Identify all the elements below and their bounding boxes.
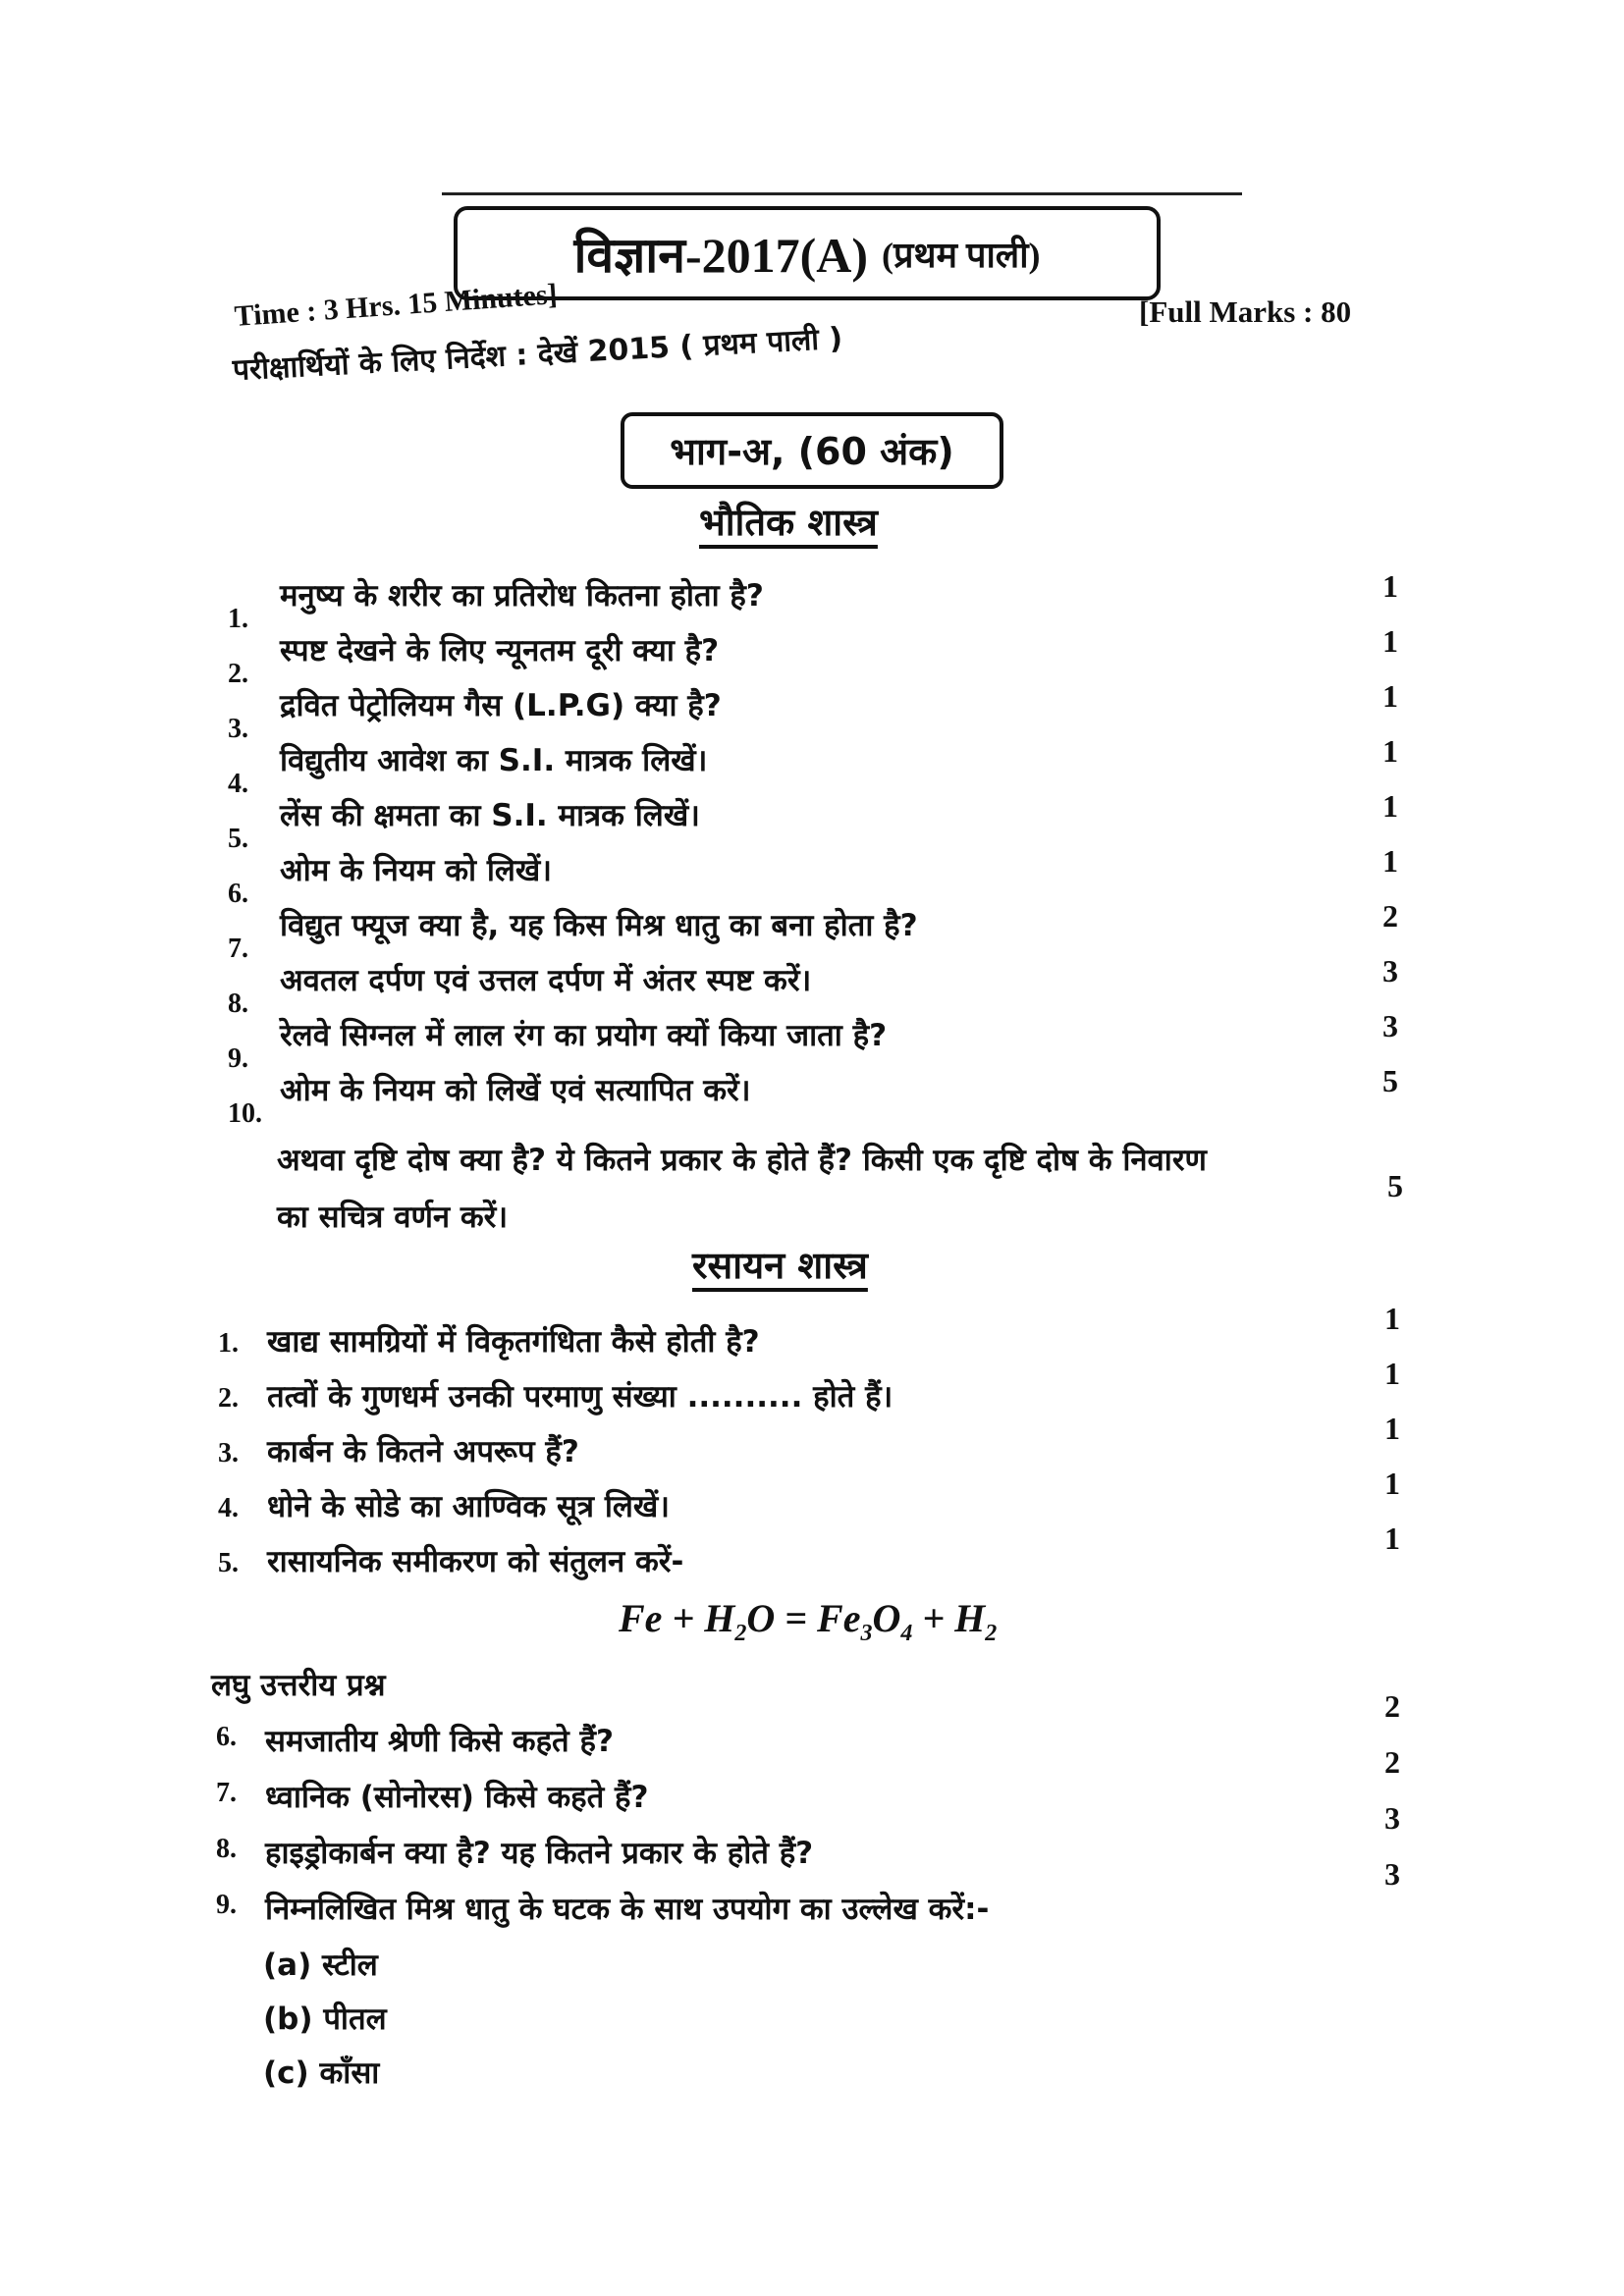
question-text: विद्युत फ्यूज क्या है, यह किस मिश्र धातु का बना होता है?	[280, 908, 918, 943]
question-text: लेंस की क्षमता का S.I. मात्रक लिखें।	[280, 798, 700, 833]
question-number: 8.	[228, 988, 248, 1019]
question-marks: 1	[1384, 1411, 1400, 1446]
question-number: 8.	[216, 1834, 237, 1864]
question-number: 1.	[228, 604, 248, 634]
question-number: 3.	[218, 1438, 239, 1468]
question-text: तत्वों के गुणधर्म उनकी परमाणु संख्या .......... होते हैं।	[267, 1379, 893, 1415]
question-number: 2.	[218, 1383, 239, 1414]
question-marks: 3	[1384, 1800, 1400, 1836]
question-marks: 1	[1382, 788, 1398, 824]
question-text: निम्नलिखित मिश्र धातु के घटक के साथ उपयोग का उल्लेख करें:-	[265, 1892, 990, 1927]
question-text: खाद्य सामग्रियों में विकृतगंधिता कैसे होती है?	[267, 1324, 760, 1360]
question-text: ओम के नियम को लिखें एवं सत्यापित करें।	[280, 1073, 751, 1108]
question-number: 2.	[228, 659, 248, 689]
or-question-marks: 5	[1387, 1168, 1403, 1203]
time-label: Time : 3 Hrs. 15 Minutes]	[233, 278, 559, 334]
question-text: द्रवित पेट्रोलियम गैस (L.P.G) क्या है?	[280, 688, 722, 723]
alloy-item: (b) पीतल	[263, 2002, 387, 2037]
question-number: 7.	[228, 934, 248, 964]
question-marks: 3	[1384, 1856, 1400, 1892]
question-marks: 1	[1382, 843, 1398, 879]
question-marks: 1	[1384, 1466, 1400, 1501]
question-number: 9.	[228, 1043, 248, 1074]
question-marks: 5	[1382, 1063, 1398, 1098]
question-text: स्पष्ट देखने के लिए न्यूनतम दूरी क्या है?	[280, 633, 720, 668]
question-text: ओम के नियम को लिखें।	[280, 853, 552, 888]
physics-heading: भौतिक शास्त्र	[699, 501, 878, 544]
question-text: रेलवे सिग्नल में लाल रंग का प्रयोग क्यों किया जाता है?	[280, 1018, 888, 1053]
full-marks-label: [Full Marks : 80	[1139, 294, 1352, 329]
question-text: समजातीय श्रेणी किसे कहते हैं?	[265, 1724, 614, 1759]
question-marks: 3	[1382, 1008, 1398, 1043]
question-number: 5.	[218, 1548, 239, 1578]
page-title: विज्ञान-2017(A)	[573, 228, 869, 283]
question-text: हाइड्रोकार्बन क्या है? यह कितने प्रकार के होते हैं?	[265, 1836, 814, 1871]
question-marks: 2	[1384, 1688, 1400, 1724]
question-number: 3.	[228, 714, 248, 744]
alloy-item: (a) स्टील	[263, 1948, 378, 1983]
question-text: मनुष्य के शरीर का प्रतिरोध कितना होता है?	[280, 578, 764, 614]
chemistry-heading: रसायन शास्त्र	[692, 1244, 868, 1287]
question-marks: 3	[1382, 953, 1398, 988]
question-number: 6.	[216, 1722, 237, 1752]
question-marks: 1	[1384, 1521, 1400, 1556]
or-question-line2: का सचित्र वर्णन करें।	[277, 1200, 509, 1235]
question-text: अवतल दर्पण एवं उत्तल दर्पण में अंतर स्पष्ट करें।	[280, 963, 812, 998]
top-rule	[442, 192, 1242, 195]
part-label: भाग-अ, (60 अंक)	[670, 430, 954, 473]
question-text: विद्युतीय आवेश का S.I. मात्रक लिखें।	[280, 743, 708, 778]
question-number: 10.	[228, 1098, 262, 1129]
question-number: 6.	[228, 879, 248, 909]
shift-label: (प्रथम पाली)	[882, 235, 1041, 275]
question-text: रासायनिक समीकरण को संतुलन करें-	[267, 1544, 684, 1579]
title-box	[454, 206, 1161, 300]
question-marks: 2	[1384, 1744, 1400, 1780]
question-marks: 1	[1382, 733, 1398, 769]
question-marks: 1	[1384, 1356, 1400, 1391]
question-number: 7.	[216, 1778, 237, 1808]
part-box	[621, 412, 1003, 489]
question-number: 1.	[218, 1328, 239, 1359]
question-marks: 2	[1382, 898, 1398, 934]
chemical-equation: $Fe + H_2O = Fe_3O_4 + H_2$	[619, 1596, 998, 1646]
instructions: परीक्षार्थियों के लिए निर्देश : देखें 2015 ( प्रथम पाली )	[232, 321, 843, 389]
question-number: 9.	[216, 1890, 237, 1920]
alloy-item: (c) काँसा	[263, 2056, 380, 2091]
question-number: 5.	[228, 824, 248, 854]
question-text: ध्वानिक (सोनोरस) किसे कहते हैं?	[265, 1780, 649, 1815]
question-marks: 1	[1382, 568, 1398, 604]
question-text: धोने के सोडे का आण्विक सूत्र लिखें।	[267, 1489, 670, 1524]
question-number: 4.	[218, 1493, 239, 1523]
question-marks: 1	[1382, 678, 1398, 714]
question-text: कार्बन के कितने अपरूप हैं?	[267, 1434, 579, 1469]
short-answer-heading: लघु उत्तरीय प्रश्न	[211, 1668, 386, 1703]
question-marks: 1	[1382, 623, 1398, 659]
question-number: 4.	[228, 769, 248, 799]
question-marks: 1	[1384, 1301, 1400, 1336]
or-question-line1: अथवा दृष्टि दोष क्या है? ये कितने प्रकार के होते हैं? किसी एक दृष्टि दोष के निवारण	[277, 1143, 1207, 1178]
